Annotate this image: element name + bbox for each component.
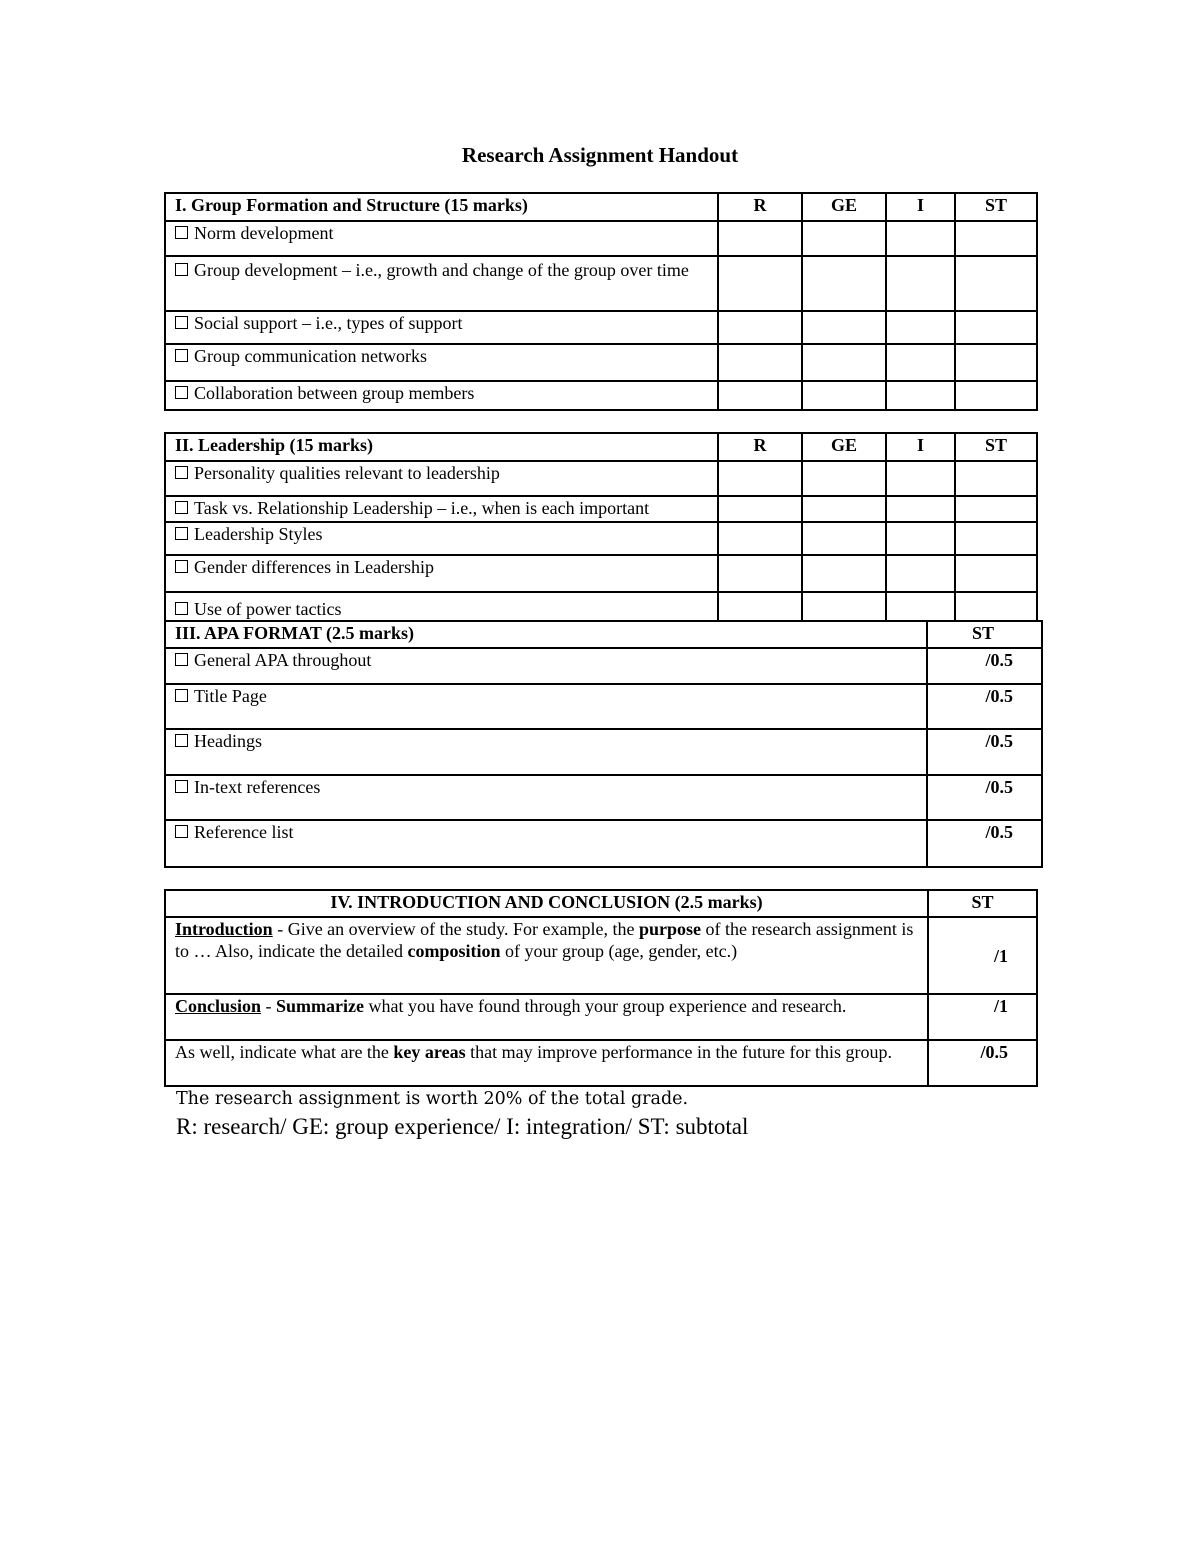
checkbox-icon[interactable] <box>175 226 188 239</box>
i-cell[interactable] <box>886 311 955 344</box>
st-cell[interactable] <box>955 592 1037 621</box>
r-cell[interactable] <box>718 256 802 311</box>
list-item: Personality qualities relevant to leadership <box>165 461 718 496</box>
future-row: As well, indicate what are the key areas that may improve performance in the future for this group. <box>165 1040 928 1086</box>
checkbox-icon[interactable] <box>175 560 188 573</box>
list-item: Group communication networks <box>165 344 718 381</box>
list-item: Gender differences in Leadership <box>165 555 718 592</box>
ge-cell[interactable] <box>802 311 886 344</box>
checkbox-icon[interactable] <box>175 780 188 793</box>
i-cell[interactable] <box>886 555 955 592</box>
checkbox-icon[interactable] <box>175 386 188 399</box>
checkbox-icon[interactable] <box>175 602 188 615</box>
ge-cell[interactable] <box>802 555 886 592</box>
mark-value: /0.5 <box>927 648 1042 684</box>
i-cell[interactable] <box>886 461 955 496</box>
st-cell[interactable] <box>955 381 1037 410</box>
section-4-header: IV. INTRODUCTION AND CONCLUSION (2.5 marks) <box>165 890 928 917</box>
col-r-header: R <box>718 433 802 461</box>
ge-cell[interactable] <box>802 344 886 381</box>
r-cell[interactable] <box>718 522 802 555</box>
r-cell[interactable] <box>718 221 802 256</box>
section-2-header: II. Leadership (15 marks) <box>165 433 718 461</box>
list-item: Social support – i.e., types of support <box>165 311 718 344</box>
i-cell[interactable] <box>886 496 955 522</box>
checkbox-icon[interactable] <box>175 316 188 329</box>
abbreviation-legend: R: research/ GE: group experience/ I: integration/ ST: subtotal <box>176 1114 749 1139</box>
checkbox-icon[interactable] <box>175 825 188 838</box>
list-item: Use of power tactics <box>165 592 718 621</box>
checkbox-icon[interactable] <box>175 263 188 276</box>
st-cell[interactable] <box>955 461 1037 496</box>
list-item: Task vs. Relationship Leadership – i.e., when is each important <box>165 496 718 522</box>
i-cell[interactable] <box>886 381 955 410</box>
r-cell[interactable] <box>718 592 802 621</box>
col-ge-header: GE <box>802 433 886 461</box>
checkbox-icon[interactable] <box>175 527 188 540</box>
list-item: Norm development <box>165 221 718 256</box>
conclusion-row: Conclusion - Summarize what you have found through your group experience and research. <box>165 994 928 1040</box>
st-cell[interactable] <box>955 496 1037 522</box>
ge-cell[interactable] <box>802 496 886 522</box>
ge-cell[interactable] <box>802 256 886 311</box>
st-cell[interactable] <box>955 344 1037 381</box>
ge-cell[interactable] <box>802 461 886 496</box>
mark-value: /1 <box>928 917 1037 994</box>
col-st-header: ST <box>927 621 1042 648</box>
section-3-table <box>164 620 1043 868</box>
col-st-header: ST <box>955 433 1037 461</box>
col-r-header: R <box>718 193 802 221</box>
ge-cell[interactable] <box>802 221 886 256</box>
col-i-header: I <box>886 433 955 461</box>
col-st-header: ST <box>928 890 1037 917</box>
mark-value: /0.5 <box>927 775 1042 820</box>
checkbox-icon[interactable] <box>175 501 188 514</box>
grade-note: The research assignment is worth 20% of the total grade. <box>176 1089 689 1109</box>
mark-value: /0.5 <box>928 1040 1037 1086</box>
introduction-row: Introduction - Give an overview of the study. For example, the purpose of the research assignment is to … Also, indicate the detailed composition of your group (age, gender, etc.) <box>165 917 928 994</box>
list-item: Collaboration between group members <box>165 381 718 410</box>
ge-cell[interactable] <box>802 522 886 555</box>
col-ge-header: GE <box>802 193 886 221</box>
checkbox-icon[interactable] <box>175 653 188 666</box>
ge-cell[interactable] <box>802 592 886 621</box>
col-st-header: ST <box>955 193 1037 221</box>
list-item: Group development – i.e., growth and change of the group over time <box>165 256 718 311</box>
r-cell[interactable] <box>718 311 802 344</box>
st-cell[interactable] <box>955 311 1037 344</box>
i-cell[interactable] <box>886 522 955 555</box>
mark-value: /0.5 <box>927 729 1042 775</box>
list-item: Reference list <box>165 820 927 867</box>
list-item: In-text references <box>165 775 927 820</box>
col-i-header: I <box>886 193 955 221</box>
i-cell[interactable] <box>886 344 955 381</box>
i-cell[interactable] <box>886 221 955 256</box>
mark-value: /0.5 <box>927 820 1042 867</box>
st-cell[interactable] <box>955 221 1037 256</box>
r-cell[interactable] <box>718 496 802 522</box>
list-item: Leadership Styles <box>165 522 718 555</box>
checkbox-icon[interactable] <box>175 689 188 702</box>
mark-value: /1 <box>928 994 1037 1040</box>
section-3-header: III. APA FORMAT (2.5 marks) <box>165 621 927 648</box>
checkbox-icon[interactable] <box>175 734 188 747</box>
section-1-table <box>164 192 1038 411</box>
i-cell[interactable] <box>886 592 955 621</box>
section-4-table <box>164 889 1038 1087</box>
r-cell[interactable] <box>718 555 802 592</box>
st-cell[interactable] <box>955 256 1037 311</box>
st-cell[interactable] <box>955 555 1037 592</box>
r-cell[interactable] <box>718 461 802 496</box>
list-item: Title Page <box>165 684 927 729</box>
list-item: Headings <box>165 729 927 775</box>
list-item: General APA throughout <box>165 648 927 684</box>
checkbox-icon[interactable] <box>175 349 188 362</box>
section-2-table <box>164 432 1038 622</box>
st-cell[interactable] <box>955 522 1037 555</box>
section-1-header: I. Group Formation and Structure (15 marks) <box>165 193 718 221</box>
i-cell[interactable] <box>886 256 955 311</box>
r-cell[interactable] <box>718 344 802 381</box>
page-title: Research Assignment Handout <box>461 143 739 167</box>
checkbox-icon[interactable] <box>175 466 188 479</box>
ge-cell[interactable] <box>802 381 886 410</box>
r-cell[interactable] <box>718 381 802 410</box>
mark-value: /0.5 <box>927 684 1042 729</box>
